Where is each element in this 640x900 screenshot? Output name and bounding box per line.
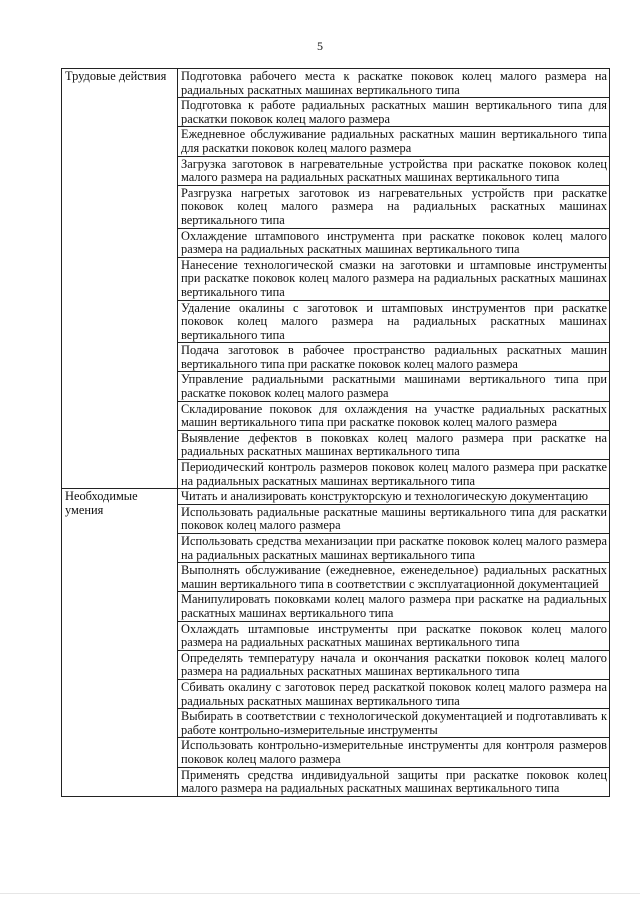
requirement-item: Удаление окалины с заготовок и штамповых инструментов при раскатке поковок колец малого размера на радиальных раскатных машинах вертикального типа <box>178 300 610 343</box>
requirement-item: Читать и анализировать конструкторскую и технологическую документацию <box>178 489 610 505</box>
requirement-item: Подача заготовок в рабочее пространство радиальных раскатных машин вертикального типа при раскатке поковок колец малого размера <box>178 343 610 372</box>
requirements-table-body <box>62 69 610 797</box>
requirement-item: Периодический контроль размеров поковок колец малого размера при раскатке на радиальных раскатных машинах вертикального типа <box>178 460 610 489</box>
requirement-item: Охлаждение штампового инструмента при раскатке поковок колец малого размера на радиальных раскатных машинах вертикального типа <box>178 228 610 257</box>
requirement-item: Использовать средства механизации при раскатке поковок колец малого размера на радиальных раскатных машинах вертикального типа <box>178 534 610 563</box>
requirement-item: Сбивать окалину с заготовок перед раскаткой поковок колец малого размера на радиальных раскатных машинах вертикального типа <box>178 679 610 708</box>
requirement-item: Выявление дефектов в поковках колец малого размера при раскатке на радиальных раскатных машинах вертикального типа <box>178 430 610 459</box>
requirement-item: Нанесение технологической смазки на заготовки и штамповые инструменты при раскатке поковок колец малого размера на радиальных раскатных машинах вертикального типа <box>178 257 610 300</box>
requirement-item: Подготовка рабочего места к раскатке поковок колец малого размера на радиальных раскатных машинах вертикального типа <box>178 69 610 98</box>
requirement-item: Манипулировать поковками колец малого размера при раскатке на радиальных раскатных машинах вертикального типа <box>178 592 610 621</box>
section-label: Трудовые действия <box>62 69 178 489</box>
requirement-item: Подготовка к работе радиальных раскатных машин вертикального типа для раскатки поковок колец малого размера <box>178 98 610 127</box>
requirement-item: Загрузка заготовок в нагревательные устройства при раскатке поковок колец малого размера на радиальных раскатных машинах вертикального типа <box>178 156 610 185</box>
requirement-item: Использовать контрольно-измерительные инструменты для контроля размеров поковок колец малого размера <box>178 738 610 767</box>
requirement-item: Складирование поковок для охлаждения на участке радиальных раскатных машин вертикального типа при раскатке поковок колец малого размера <box>178 401 610 430</box>
page-bottom-rule <box>0 893 640 894</box>
requirement-item: Выбирать в соответствии с технологической документацией и подготавливать к работе контрольно-измерительные инструменты <box>178 709 610 738</box>
requirement-item: Ежедневное обслуживание радиальных раскатных машин вертикального типа для раскатки поковок колец малого размера <box>178 127 610 156</box>
table-row <box>62 69 610 98</box>
requirement-item: Определять температуру начала и окончания раскатки поковок колец малого размера на радиальных раскатных машинах вертикального типа <box>178 650 610 679</box>
requirement-item: Выполнять обслуживание (ежедневное, еженедельное) радиальных раскатных машин вертикального типа в соответствии с эксплуатационной документацией <box>178 563 610 592</box>
page-number: 5 <box>317 39 323 53</box>
table-row <box>62 489 610 505</box>
requirement-item: Охлаждать штамповые инструменты при раскатке поковок колец малого размера на радиальных раскатных машинах вертикального типа <box>178 621 610 650</box>
requirement-item: Применять средства индивидуальной защиты при раскатке поковок колец малого размера на радиальных раскатных машинах вертикального типа <box>178 767 610 796</box>
requirements-table <box>61 68 610 797</box>
requirement-item: Разгрузка нагретых заготовок из нагревательных устройств при раскатке поковок колец малого размера на радиальных раскатных машинах вертикального типа <box>178 185 610 228</box>
requirement-item: Использовать радиальные раскатные машины вертикального типа для раскатки поковок колец малого размера <box>178 504 610 533</box>
requirement-item: Управление радиальными раскатными машинами вертикального типа при раскатке поковок колец малого размера <box>178 372 610 401</box>
section-label: Необходимые умения <box>62 489 178 796</box>
